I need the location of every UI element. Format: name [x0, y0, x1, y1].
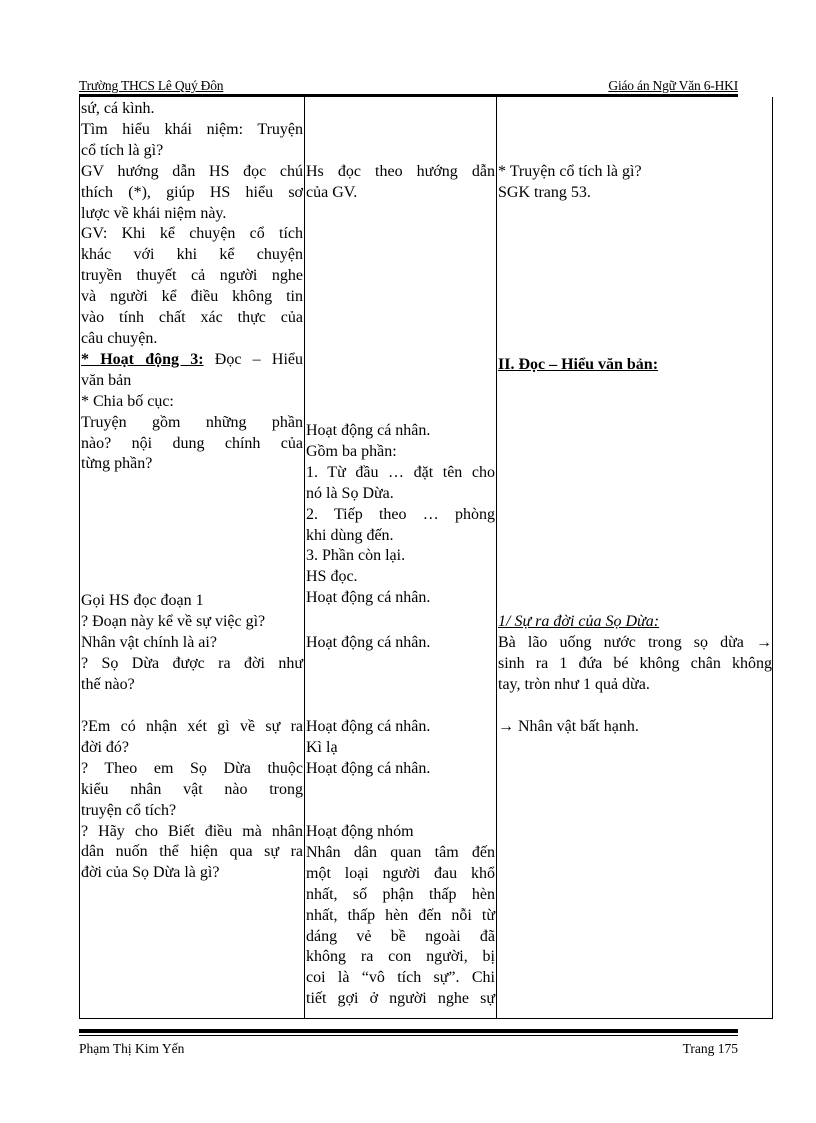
analysis-questions [81, 717, 303, 884]
group-activity-block [306, 822, 495, 1010]
text-line: HS đọc. [306, 568, 358, 586]
text-line: Hoạt động cá nhân. [306, 422, 431, 439]
text-line: * Chia bố cục: [81, 392, 174, 410]
text-line: Hoạt động cá nhân. [306, 759, 431, 777]
author-name: Phạm Thị Kim Yến [79, 1041, 185, 1056]
text-line: Bà lão uống nước trong sọ dừa → [498, 633, 772, 651]
text-line: dân nuốn thể hiện qua sự ra [81, 843, 303, 861]
text-line: ? Theo em Sọ Dừa thuộc [81, 759, 303, 777]
text-line: nhất, thấp hèn đến nỗi từ [306, 906, 495, 924]
text-line: Hs đọc theo hướng dẫn [306, 163, 495, 180]
text-line: ? Hãy cho Biết điều mà nhân [81, 822, 303, 840]
text-line: Kì lạ [306, 738, 338, 756]
passage-1-questions [81, 591, 303, 696]
text-line: sứ, cá kình. [81, 100, 155, 117]
text-line: SGK trang 53. [498, 183, 591, 201]
individual-activity-block [306, 633, 495, 654]
text-line: từng phần? [81, 455, 153, 473]
concept-intro-block [81, 99, 303, 475]
text-line: khi dùng đến. [306, 526, 394, 544]
document-title: Giáo án Ngữ Văn 6-HKI [608, 78, 738, 93]
text-line: đời của Sọ Dừa là gì? [81, 864, 220, 882]
text-line: ? Sọ Dừa được ra đời như [81, 654, 303, 672]
text-line: Gọi HS đọc đoạn 1 [81, 592, 204, 609]
text-line: Hoạt động nhóm [306, 823, 414, 840]
text-line: một loại người đau khổ [306, 864, 495, 882]
definition-note [498, 162, 772, 204]
text-line: coi là “vô tích sự”. Chi [306, 969, 495, 987]
remark-answer-block [306, 717, 495, 780]
text-line: dáng vẻ bề ngoài đã [306, 927, 495, 945]
birth-of-so-dua-block [498, 612, 772, 696]
conclusion-block [498, 717, 772, 738]
lesson-content-column [497, 97, 773, 1018]
text-line: nhất, số phận thấp hèn [306, 885, 495, 903]
text-line: câu chuyện. [81, 329, 158, 347]
text-line: Hoạt động cá nhân. [306, 718, 431, 735]
text-line: nó là Sọ Dừa. [306, 484, 394, 502]
text-line: Hoạt động cá nhân. [306, 634, 431, 651]
text-line: vào tính chất xác thực của [81, 309, 303, 327]
section-heading: II. Đọc – Hiểu văn bản: [498, 356, 659, 373]
text-line: tay, tròn như 1 quả dừa. [498, 675, 650, 693]
footer-divider-thin [79, 1035, 738, 1036]
text-line: thích (*), giúp HS hiểu sơ [81, 183, 303, 201]
text-line: cổ tích là gì? [81, 141, 164, 159]
activity-3-heading [81, 350, 303, 371]
text-line: và người kể điều không tin [81, 288, 303, 306]
text-line: Truyện gồm những phần [81, 413, 303, 431]
subsection-heading: 1/ Sự ra đời của Sọ Dừa: [498, 613, 660, 630]
text-line: kiểu nhân vật nào trong [81, 780, 303, 798]
text-line: không ra con người, bị [306, 948, 495, 966]
text-line: Nhân vật chính là ai? [81, 633, 217, 651]
page-number: Trang 175 [682, 1041, 738, 1056]
teacher-activity-column [80, 97, 305, 1018]
section-heading-block [498, 355, 772, 376]
conclusion-text: → Nhân vật bất hạnh. [498, 718, 639, 735]
text-line: 2. Tiếp theo … phòng [306, 505, 495, 523]
text-line: 3. Phần còn lại. [306, 547, 406, 565]
text-line: Gồm ba phần: [306, 442, 397, 460]
school-name: Trường THCS Lê Quý Đôn [79, 78, 224, 93]
text-line: tiết gợi ở người nghe sự [306, 990, 495, 1008]
footer-divider-thick [79, 1029, 738, 1033]
text-line: truyền thuyết cả người nghe [81, 267, 303, 285]
text-line: lược về khái niệm này. [81, 204, 227, 222]
text-line: nào? nội dung chính của [81, 434, 303, 452]
page-footer [79, 1040, 738, 1058]
text-line: đời đó? [81, 738, 130, 756]
structure-answer-block [306, 421, 495, 609]
text-line: Nhân dân quan tâm đến [306, 843, 495, 861]
student-reading-block [306, 162, 495, 204]
text-line: ?Em có nhận xét gì về sự ra [81, 718, 303, 735]
activity-title: Đọc – Hiểu [203, 350, 303, 368]
text-line: ? Đoạn này kể về sự việc gì? [81, 612, 266, 630]
text-line: * Truyện cổ tích là gì? [498, 163, 642, 180]
text-line: Hoạt động cá nhân. [306, 589, 431, 607]
text-line: văn bản [81, 371, 132, 389]
activity-label: * Hoạt động 3: [81, 350, 204, 368]
text-line: truyện cổ tích? [81, 801, 177, 819]
text-line: Tìm hiểu khái niệm: Truyện [81, 120, 303, 138]
lesson-plan-table [79, 97, 773, 1019]
text-line: khác với khi kể chuyện [81, 246, 303, 264]
student-activity-column [305, 97, 497, 1018]
text-line: 1. Từ đầu … đặt tên cho [306, 463, 495, 481]
text-line: thế nào? [81, 675, 135, 693]
text-line: của GV. [306, 183, 358, 201]
text-line: sinh ra 1 đứa bé không chân không [498, 654, 772, 672]
text-line: GV hướng dẫn HS đọc chú [81, 162, 303, 180]
page-header [79, 78, 738, 94]
text-line: GV: Khi kể chuyện cổ tích [81, 225, 303, 243]
